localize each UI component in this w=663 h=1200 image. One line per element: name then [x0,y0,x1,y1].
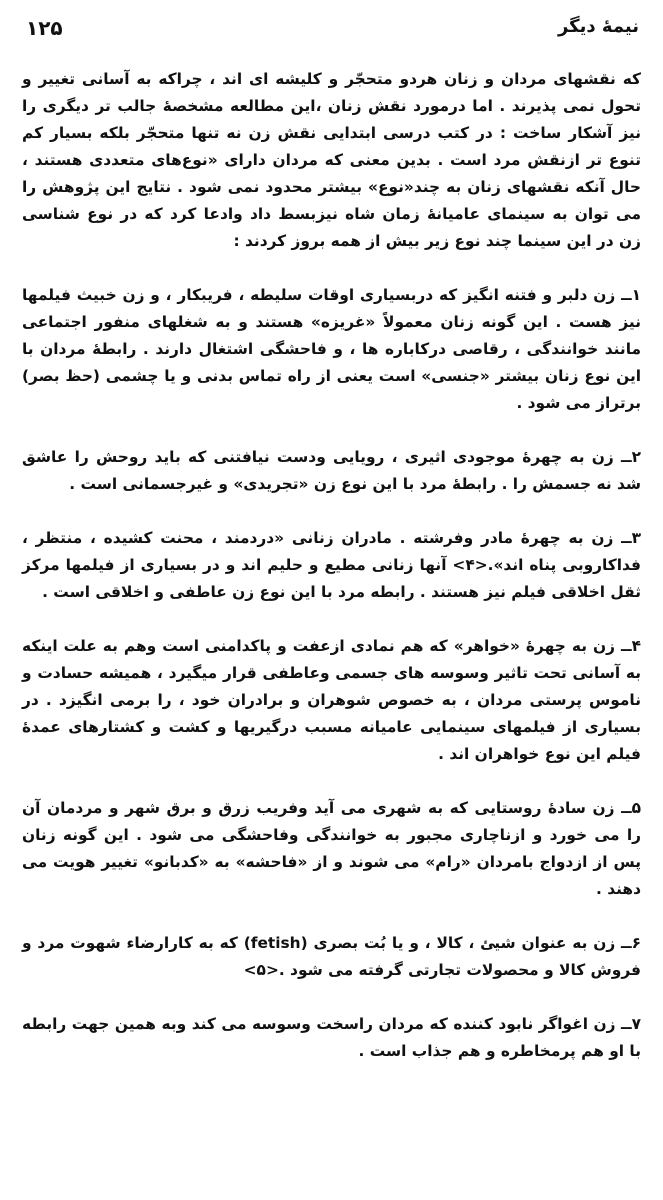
page-header [26,14,639,48]
running-title: نیمهٔ دیگر [557,16,639,37]
list-item-5: ۵ــ زن سادهٔ روستایی که به شهری می آید وفریب زرق و برق شهر و مردمان آن را می خورد و ازناچاری مجبور به خوانندگی وفاحشگی می شود . این گونه زنان پس از ازدواج بامردان «رام» می شوند و از «فاحشه» به «کدبانو» تغییر هویت می دهند . [22,799,641,898]
list-item-7: ۷ــ زن اغواگر نابود کننده که مردان راسخت وسوسه می کند وبه همین جهت رابطه با او هم پرمخاطره و هم جذاب است . [22,1015,641,1060]
list-item-4: ۴ــ زن به چهرهٔ «خواهر» که هم نمادی ازعفت و پاکدامنی است وهم به علت اینکه به آسانی تحت تاثیر وسوسه های جسمی وعاطفی قرار میگیرد ، همیشه حسادت و ناموس پرستی مردان ، به خصوص شوهران و برادران خود ، را برمی انگیزد . در بسیاری از فیلمهای سینمایی عامیانه مسبب درگیریها و کشت و کشتارهای عمدهٔ فیلم این نوع خواهران اند . [22,637,641,763]
page-number: ۱۲۵ [26,16,63,40]
list-item-6: ۶ــ زن به عنوان شیئ ، کالا ، و یا بُت بصری (fetish) که به کارارضاء شهوت مرد و فروش کالا و محصولات تجارتی گرفته می شود .<۵> [22,934,641,979]
page-body [22,66,641,1092]
list-item-3: ۳ــ زن به چهرهٔ مادر وفرشته . مادران زنانی «دردمند ، محنت کشیده ، منتظر ، فداکاروبی پناه اند».<۴> آنها زنانی مطیع و حلیم اند و در بسیاری از فیلمها مرکز ثقل اخلاقی فیلم نیز هستند . رابطه مرد با این نوع زن عاطفی و اخلاقی است . [22,529,641,601]
intro-paragraph: که نقشهای مردان و زنان هردو متحجّر و کلیشه ای اند ، چراکه به آسانی تغییر و تحول نمی پذیرند . اما درمورد نقش زنان ،این مطالعه مشخصهٔ جالب تر دیگری را نیز آشکار ساخت : در کتب درسی ابتدایی نقش زن نه تنها متحجّر بلکه بسیار کم تنوع تر ازنقش مرد است . بدین معنی که مردان دارای «نوع‌های متعددی هستند ، حال آنکه نقشهای زنان به چند«نوع» بیشتر محدود نمی شود . نتایج این پژوهش را می توان به سینمای عامیانهٔ زمان شاه نیزبسط داد وادعا کرد که در نوع شناسی زن در این سینما چند نوع زیر بیش از همه بروز کردند : [22,70,641,250]
list-item-1: ۱ــ زن دلبر و فتنه انگیز که دربسیاری اوقات سلیطه ، فریبکار ، و زن خبیث فیلمها نیز هست . این گونه زنان معمولاً «غریزه» هستند و به شغلهای منفور اجتماعی مانند خوانندگی ، رقاصی درکاباره ها ، و فاحشگی اشتغال دارند . رابطهٔ مردان با این نوع زنان بیشتر «جنسی» است یعنی از راه تماس بدنی و یا چشمی (حظ بصر) برتراز می شود . [22,286,641,412]
list-item-2: ۲ــ زن به چهرهٔ موجودی اثیری ، رویایی ودست نیافتنی که باید روحش را عاشق شد نه جسمش را . رابطهٔ مرد با این نوع زن «تجریدی» و غیرجسمانی است . [22,448,641,493]
